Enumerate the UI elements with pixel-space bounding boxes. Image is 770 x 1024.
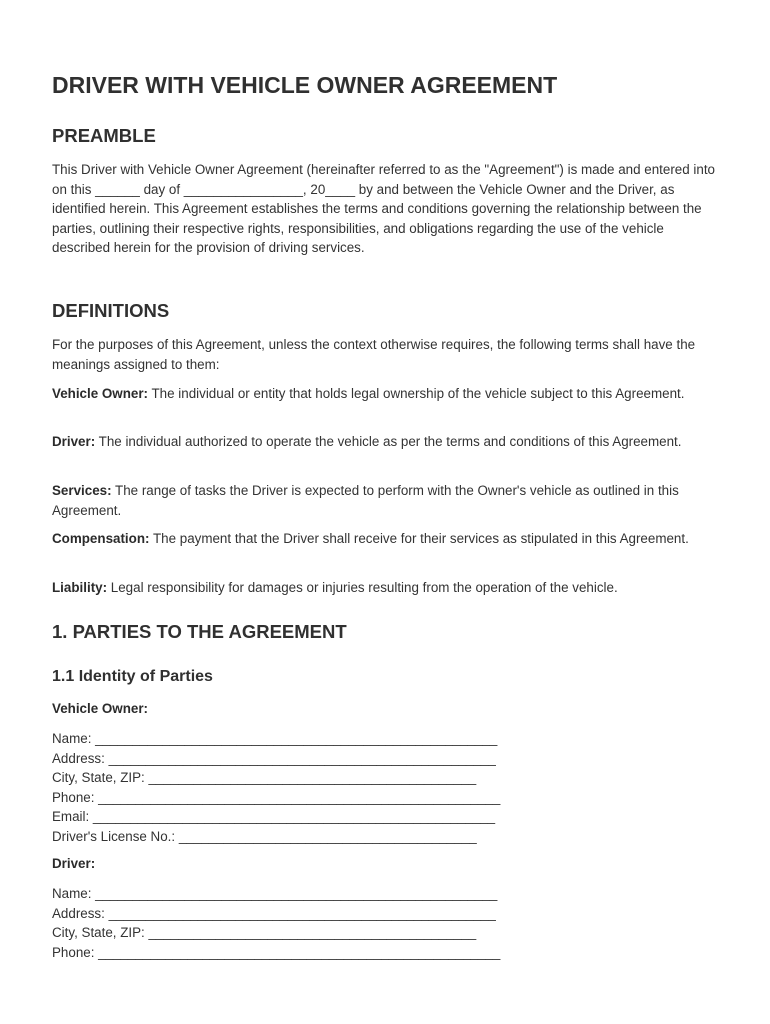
definition-driver [52, 432, 718, 452]
definition-term: Compensation: [52, 531, 150, 546]
definition-liability [52, 578, 718, 598]
section-1-heading: 1. PARTIES TO THE AGREEMENT [52, 621, 347, 642]
preamble-heading: PREAMBLE [52, 125, 156, 146]
definition-text: The individual or entity that holds legal ownership of the vehicle subject to this Agreement. [148, 386, 685, 401]
definition-vehicle-owner [52, 384, 718, 404]
owner-drivers-license-field[interactable]: Driver's License No.: ________________________________________ [52, 828, 477, 844]
owner-name-field[interactable]: Name: ______________________________________________________ [52, 731, 498, 746]
definition-term: Vehicle Owner: [52, 386, 149, 401]
definition-services [52, 481, 718, 520]
definitions-heading: DEFINITIONS [52, 300, 170, 321]
definition-term: Liability: [52, 580, 108, 595]
definition-text: The individual authorized to operate the vehicle as per the terms and conditions of this Agreement. [95, 434, 682, 449]
definition-term: Driver: [52, 434, 96, 449]
definition-text: Legal responsibility for damages or injuries resulting from the operation of the vehicle. [107, 580, 618, 595]
vehicle-owner-fields [52, 729, 500, 846]
owner-address-field[interactable]: Address: ____________________________________________________ [52, 750, 496, 766]
definition-term: Services: [52, 483, 112, 498]
owner-city-state-zip-field[interactable]: City, State, ZIP: ____________________________________________ [52, 770, 477, 785]
driver-name-field[interactable]: Name: ______________________________________________________ [52, 886, 498, 901]
driver-address-field[interactable]: Address: ____________________________________________________ [52, 905, 496, 921]
preamble-text: This Driver with Vehicle Owner Agreement (hereinafter referred to as the "Agreement") is made and entered into on this ______ day of ________________, 20____ by and between the Vehicle Owner and the Driver, as identified herein. This Agreement establishes the terms and conditions governing the relationship between the parties, outlining their respective rights, responsibilities, and obligations regarding the use of the vehicle described herein for the provision of driving services. [52, 162, 715, 256]
driver-city-state-zip-field[interactable]: City, State, ZIP: ____________________________________________ [52, 925, 477, 940]
definition-text: The payment that the Driver shall receive for their services as stipulated in this Agreement. [149, 531, 689, 546]
owner-email-field[interactable]: Email: ______________________________________________________ [52, 809, 496, 824]
definitions-intro: For the purposes of this Agreement, unless the context otherwise requires, the following terms shall have the meanings assigned to them: [52, 337, 696, 372]
document-title: DRIVER WITH VEHICLE OWNER AGREEMENT [52, 72, 558, 98]
driver-fields [52, 884, 500, 962]
driver-label: Driver: [52, 856, 96, 871]
driver-phone-field[interactable]: Phone: ______________________________________________________ [52, 944, 501, 960]
section-1-1-heading: 1.1 Identity of Parties [52, 668, 213, 685]
definition-text: The range of tasks the Driver is expected to perform with the Owner's vehicle as outlined in this Agreement. [52, 483, 679, 518]
owner-phone-field[interactable]: Phone: ______________________________________________________ [52, 789, 501, 805]
vehicle-owner-label: Vehicle Owner: [52, 701, 149, 716]
definition-compensation [52, 529, 718, 549]
